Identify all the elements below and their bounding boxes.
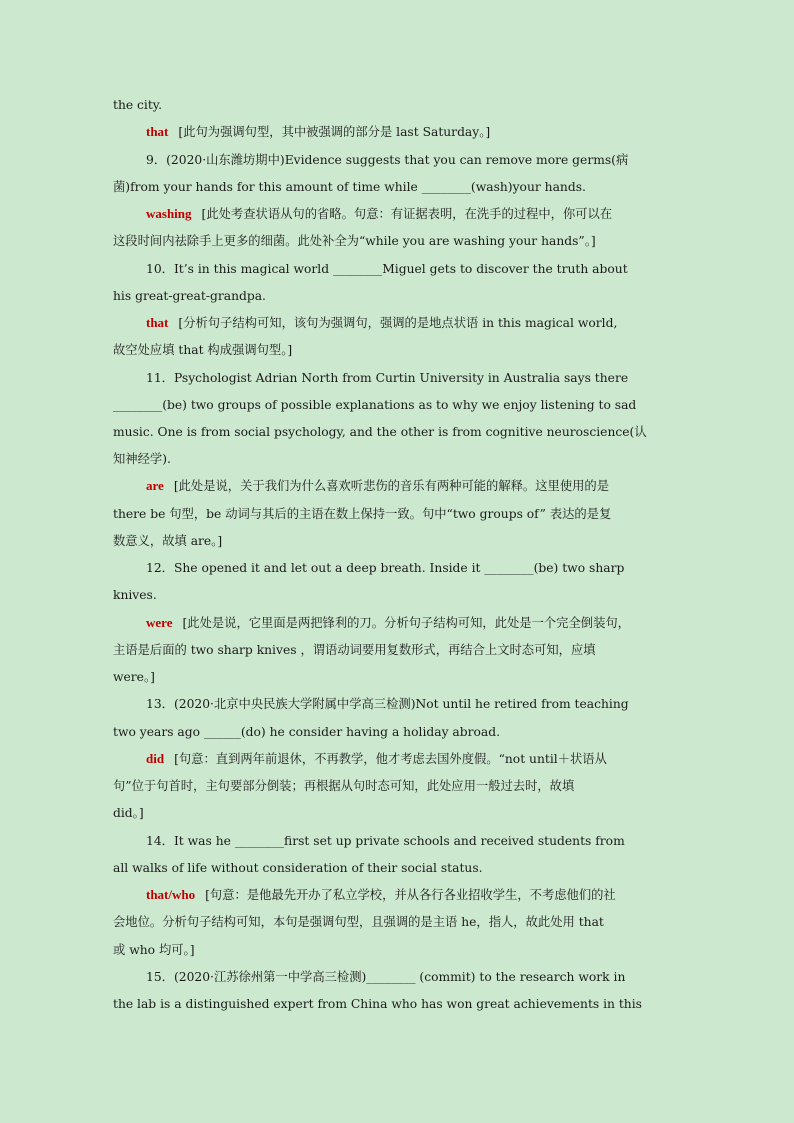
text-line: all walks of life without consideration of their social status. <box>113 861 483 875</box>
question-line: 9．(2020·山东潍坊期中)Evidence suggests that you can remove more germs(病 <box>146 153 629 167</box>
answer-line: that/who [句意：是他最先开办了私立学校，并从各行各业招收学生，不考虑他们的社 <box>146 887 616 902</box>
text-line: did。] <box>113 806 144 820</box>
answer-word: that <box>146 124 169 139</box>
question-line: 15．(2020·江苏徐州第一中学高三检测)________ (commit) to the research work in <box>146 970 626 984</box>
question-line: 12．She opened it and let out a deep breath. Inside it ________(be) two sharp <box>146 561 625 575</box>
question-line: 13．(2020·北京中央民族大学附属中学高三检测)Not until he retired from teaching <box>146 697 629 711</box>
text-line: 这段时间内祛除手上更多的细菌。此处补全为“while you are washing your hands”。] <box>113 234 596 248</box>
question-line: 10．It’s in this magical world ________Miguel gets to discover the truth about <box>146 262 628 276</box>
answer-line: that [此句为强调句型，其中被强调的部分是 last Saturday。] <box>146 124 491 139</box>
text-line: 菌)from your hands for this amount of time while ________(wash)your hands. <box>113 180 586 194</box>
text-line: there be 句型，be 动词与其后的主语在数上保持一致。句中“two groups of” 表达的是复 <box>113 507 612 521</box>
text-line: 句”位于句首时，主句要部分倒装；再根据从句时态可知，此处应用一般过去时，故填 <box>113 779 575 793</box>
text-line: two years ago ______(do) he consider having a holiday abroad. <box>113 725 501 739</box>
text-line: 数意义，故填 are。] <box>113 534 223 548</box>
question-line: 14．It was he ________first set up private schools and received students from <box>146 834 625 848</box>
answer-line: that [分析句子结构可知，该句为强调句，强调的是地点状语 in this magical world, <box>146 315 618 330</box>
answer-line: did [句意：直到两年前退休，不再教学，他才考虑去国外度假。“not until＋状语从 <box>146 751 607 766</box>
text-line: the city. <box>113 98 163 112</box>
text-line: the lab is a distinguished expert from China who has won great achievements in this <box>113 997 642 1011</box>
answer-word: that/who <box>146 887 196 902</box>
answer-line: are [此处是说，关于我们为什么喜欢听悲伤的音乐有两种可能的解释。这里使用的是 <box>146 478 610 493</box>
answer-line: washing [此处考查状语从句的省略。句意：有证据表明，在洗手的过程中，你可以在 <box>146 206 613 221</box>
text-line: ________(be) two groups of possible explanations as to why we enjoy listening to sad <box>113 398 637 412</box>
text-line: 或 who 均可。] <box>113 943 195 957</box>
text-line: 会地位。分析句子结构可知，本句是强调句型，且强调的是主语 he，指人，故此处用 that <box>113 915 604 929</box>
answer-word: that <box>146 315 169 330</box>
answer-line: were [此处是说，它里面是两把锋利的刀。分析句子结构可知，此处是一个完全倒装句， <box>146 615 630 630</box>
text-line: his great-great-grandpa. <box>113 289 266 303</box>
text-line: knives. <box>113 588 157 602</box>
text-line: 主语是后面的 two sharp knives ，谓语动词要用复数形式，再结合上文时态可知，应填 <box>113 643 596 657</box>
text-line: 故空处应填 that 构成强调句型。] <box>113 343 293 357</box>
text-line: 知神经学). <box>113 452 171 466</box>
text-line: were。] <box>113 670 155 684</box>
answer-word: did <box>146 751 165 766</box>
answer-word: were <box>146 615 173 630</box>
answer-word: washing <box>146 206 192 221</box>
answer-word: are <box>146 478 164 493</box>
text-line: music. One is from social psychology, and the other is from cognitive neuroscience(认 <box>113 425 647 439</box>
question-line: 11．Psychologist Adrian North from Curtin University in Australia says there <box>146 371 629 385</box>
